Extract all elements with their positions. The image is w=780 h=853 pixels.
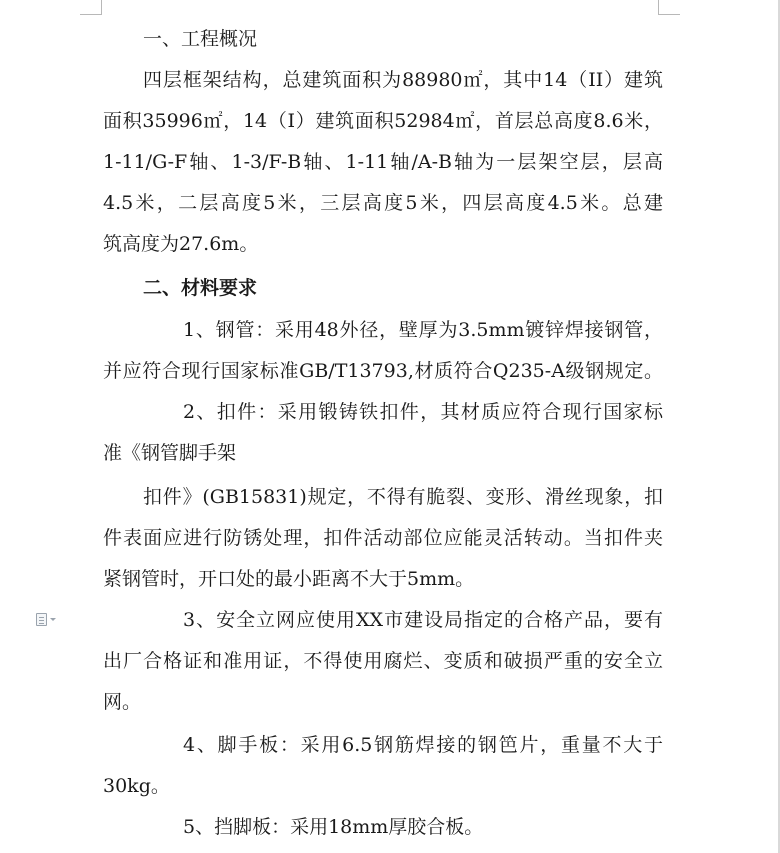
text-line: 件表面应进行防锈处理，扣件活动部位应能灵活转动。当扣件夹 bbox=[103, 527, 663, 549]
text-line: 一、工程概况 bbox=[143, 28, 258, 50]
text-line: 扣件》(GB15831)规定，不得有脆裂、变形、滑丝现象，扣 bbox=[143, 486, 663, 508]
paragraph-menu-button[interactable] bbox=[36, 611, 66, 627]
text-line: 二、材料要求 bbox=[143, 277, 258, 299]
text-line: 4.5米，二层高度5米，三层高度5米，四层高度4.5米。总建 bbox=[103, 192, 663, 214]
page-corner-mark-top-right-vertical bbox=[658, 0, 659, 15]
text-line: 1-11/G-F轴、1-3/F-B轴、1-11轴/A-B轴为一层架空层，层高 bbox=[103, 151, 663, 173]
text-line: 3、安全立网应使用XX市建设局指定的合格产品，要有 bbox=[183, 609, 663, 631]
text-line: 5、挡脚板：采用18mm厚胶合板。 bbox=[183, 816, 484, 838]
text-line: 网。 bbox=[103, 691, 142, 713]
chevron-down-icon bbox=[50, 618, 56, 621]
text-line: 并应符合现行国家标准GB/T13793,材质符合Q235-A级钢规定。 bbox=[103, 360, 663, 382]
page-corner-mark-top-right bbox=[658, 14, 680, 15]
text-line: 30kg。 bbox=[103, 775, 170, 797]
text-line: 准《钢管脚手架 bbox=[103, 442, 237, 464]
text-line: 1、钢管：采用48外径，壁厚为3.5mm镀锌焊接钢管， bbox=[183, 319, 663, 341]
page-corner-mark-top-left bbox=[80, 14, 102, 15]
page-corner-mark-top-left-vertical bbox=[101, 0, 102, 15]
text-line: 4、脚手板：采用6.5钢筋焊接的钢笆片，重量不大于 bbox=[183, 734, 663, 756]
text-line: 2、扣件：采用锻铸铁扣件，其材质应符合现行国家标 bbox=[183, 401, 663, 423]
text-line: 紧钢管时，开口处的最小距离不大于5mm。 bbox=[103, 568, 475, 590]
document-icon bbox=[36, 613, 47, 626]
text-line: 面积35996㎡，14（I）建筑面积52984㎡，首层总高度8.6米， bbox=[103, 110, 663, 132]
text-line: 筑高度为27.6m。 bbox=[103, 233, 259, 255]
text-line: 出厂合格证和准用证，不得使用腐烂、变质和破损严重的安全立 bbox=[103, 650, 663, 672]
text-line: 四层框架结构，总建筑面积为88980㎡，其中14（II）建筑 bbox=[143, 69, 663, 91]
